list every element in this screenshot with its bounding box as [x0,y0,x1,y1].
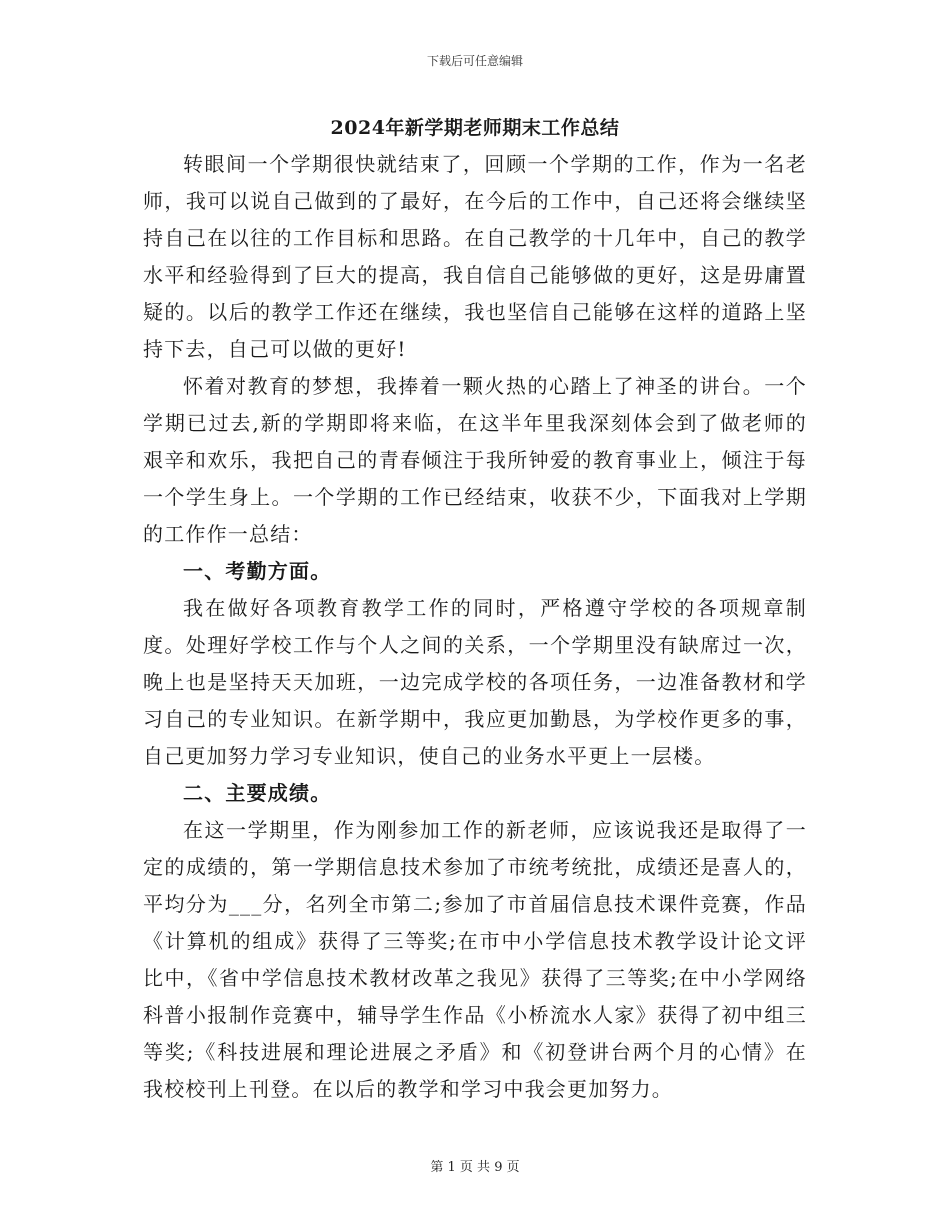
document-title: 2024年新学期老师期末工作总结 [330,117,620,139]
paragraph-attendance: 我在做好各项教育教学工作的同时，严格遵守学校的各项规章制度。处理好学校工作与个人之间的关系，一个学期里没有缺席过一次，晚上也是坚持天天加班，一边完成学校的各项任务，一边准备教材和学习自己的专业知识。在新学期中，我应更加勤恳，为学校作更多的事，自己更加努力学习专业知识，使自己的业务水平更上一层楼。 [143,596,807,768]
section-heading-achievements: 二、主要成绩。 [183,781,332,805]
paragraph-reflection: 怀着对教育的梦想，我捧着一颗火热的心踏上了神圣的讲台。一个学期已过去,新的学期即将来临，在这半年里我深刻体会到了做老师的艰辛和欢乐，我把自己的青春倾注于我所钟爱的教育事业上，倾注于每一个学生身上。一个学期的工作已经结束，收获不少，下面我对上学期的工作作一总结： [143,374,807,546]
header-note: 下载后可任意编辑 [426,54,523,68]
section-heading-attendance: 一、考勤方面。 [183,559,332,583]
document-body [143,146,807,1108]
page-number-footer: 第 1 页 共 9 页 [430,1160,520,1175]
paragraph-intro: 转眼间一个学期很快就结束了，回顾一个学期的工作，作为一名老师，我可以说自己做到的了最好，在今后的工作中，自己还将会继续坚持自己在以往的工作目标和思路。在自己教学的十几年中，自己的教学水平和经验得到了巨大的提高，我自信自己能够做的更好，这是毋庸置疑的。以后的教学工作还在继续，我也坚信自己能够在这样的道路上坚持下去，自己可以做的更好! [143,152,807,361]
paragraph-achievements: 在这一学期里，作为刚参加工作的新老师，应该说我还是取得了一定的成绩的，第一学期信息技术参加了市统考统批，成绩还是喜人的，平均分为___分，名列全市第二;参加了市首届信息技术课件竞赛，作品《计算机的组成》获得了三等奖;在市中小学信息技术教学设计论文评比中，《省中学信息技术教材改革之我见》获得了三等奖;在中小学网络科普小报制作竞赛中，辅导学生作品《小桥流水人家》获得了初中组三等奖;《科技进展和理论进展之矛盾》和《初登讲台两个月的心情》在我校校刊上刊登。在以后的教学和学习中我会更加努力。 [143,818,807,1101]
